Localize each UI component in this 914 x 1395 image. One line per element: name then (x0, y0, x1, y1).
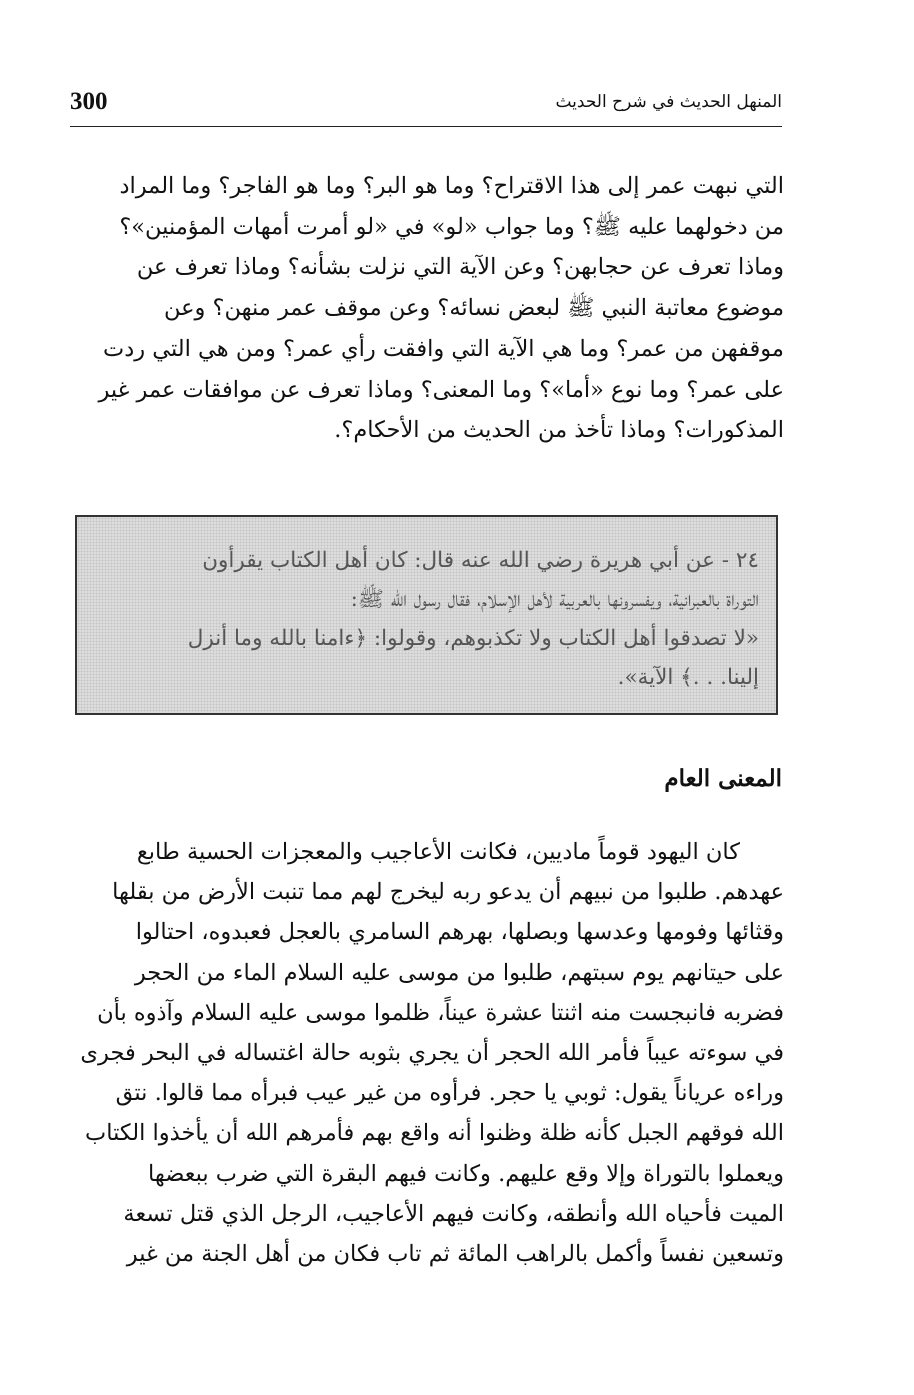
hadith-box (75, 515, 778, 715)
paragraph-line: كان اليهود قوماً ماديين، فكانت الأعاجيب والمعجزات الحسية طابع (136, 839, 740, 865)
questions-paragraph (72, 166, 784, 451)
paragraph-line: وتسعين نفساً وأكمل بالراهب المائة ثم تاب فكان من أهل الجنة من غير (126, 1241, 784, 1268)
paragraph-line: وماذا تعرف عن حجابهن؟ وعن الآية التي نزلت بشأنه؟ وماذا تعرف عن (136, 254, 784, 281)
running-title: المنهل الحديث في شرح الحديث (555, 92, 782, 112)
paragraph-line: ويعملوا بالتوراة وإلا وقع عليهم. وكانت فيهم البقرة التي ضرب ببعضها (148, 1160, 784, 1187)
hadith-line: التوراة بالعبرانية، ويفسرونها بالعربية لأهل الإسلام، فقال رسول الله ﷺ: (350, 587, 759, 612)
paragraph-line: الله فوقهم الجبل كأنه ظلة وظنوا أنه واقع بهم فأمرهم الله أن يأخذوا الكتاب (85, 1120, 784, 1147)
hadith-line: «لا تصدقوا أهل الكتاب ولا تكذبوهم، وقولوا: ﴿ءامنا بالله وما أنزل (187, 626, 759, 651)
hadith-line: ٢٤ - عن أبي هريرة رضي الله عنه قال: كان أهل الكتاب يقرأون (202, 548, 759, 573)
hadith-line: إلينا. . .﴾ الآية». (617, 665, 759, 690)
paragraph-line: فضربه فانبجست منه اثنتا عشرة عيناً، ظلموا موسى عليه السلام وآذوه بأن (97, 999, 784, 1026)
hadith-text (95, 541, 759, 697)
paragraph-line: وقثائها وفومها وعدسها وبصلها، بهرهم السامري بالعجل فعبدوه، احتالوا (135, 919, 784, 946)
paragraph-line: على حيتانهم يوم سبتهم، طلبوا من موسى عليه السلام الماء من الحجر (134, 959, 784, 986)
paragraph-line: الميت فأحياه الله وأنطقه، وكانت فيهم الأعاجيب، الرجل الذي قتل تسعة (123, 1200, 784, 1227)
paragraph-line: من دخولهما عليه ﷺ؟ وما جواب «لو» في «لو أمرت أمهات المؤمنين»؟ (119, 213, 784, 240)
paragraph-line: موضوع معاتبة النبي ﷺ لبعض نسائه؟ وعن موقف عمر منهن؟ وعن (163, 295, 784, 322)
general-meaning-paragraph (72, 832, 784, 1274)
paragraph-line: عهدهم. طلبوا من نبيهم أن يدعو ربه ليخرج لهم مما تنبت الأرض من بقلها (112, 879, 784, 906)
paragraph-line: التي نبهت عمر إلى هذا الاقتراح؟ وما هو البر؟ وما هو الفاجر؟ وما المراد (119, 173, 784, 199)
paragraph-line: وراءه عرياناً يقول: ثوبي يا حجر. فرأوه من غير عيب فبرأه مما قالوا. نتق (115, 1080, 784, 1107)
paragraph-line: المذكورات؟ وماذا تأخذ من الحديث من الأحكام؟. (334, 417, 784, 444)
paragraph-line: موقفهن من عمر؟ وما هي الآية التي وافقت رأي عمر؟ ومن هي التي ردت (103, 335, 784, 362)
section-heading: المعنى العام (664, 765, 782, 792)
page-number: 300 (70, 88, 108, 115)
paragraph-line: في سوءته عيباً فأمر الله الحجر أن يجري بثوبه حالة اغتساله في البحر فجرى (80, 1040, 784, 1067)
page-header (70, 88, 782, 127)
paragraph-line: على عمر؟ وما نوع «أما»؟ وما المعنى؟ وماذا تعرف عن موافقات عمر غير (98, 376, 784, 403)
